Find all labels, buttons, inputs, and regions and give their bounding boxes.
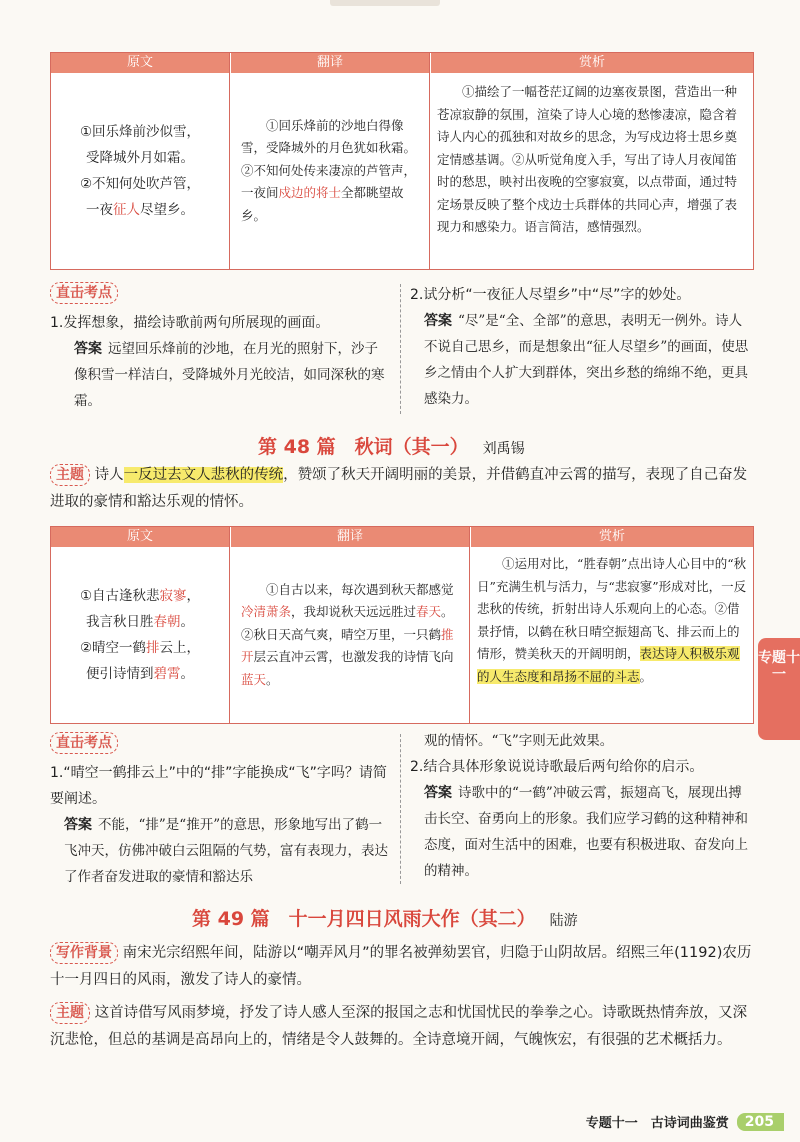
section1-a2 [410,308,752,412]
answer-label: 答案 [424,313,452,329]
poem49-background-tag: 写作背景 [50,942,118,964]
poem48-theme-pre: 诗人 [94,467,124,483]
table2-col-translation [231,527,470,723]
page-number: 205 [737,1113,784,1131]
poem49-background [50,940,755,994]
t2-d: 层云直冲云霄，也激发我的诗情飞向 [253,649,454,665]
poem49-theme-tag: 主题 [50,1002,90,1024]
app2-highlight: 表达诗人积极乐观的人生态度和昂扬不屈的斗志 [477,646,740,684]
table1-translation-text [241,115,419,228]
poem49-title [192,904,578,931]
poem49-theme [50,1000,755,1054]
orig2-l2-post: 。 [180,614,194,630]
table-poem47 [50,52,754,270]
app2-a: ①运用对比，“胜春朝”点出诗人心目中的“秋日”充满生机与活力，与“悲寂寥”形成对比，一反悲秋的传统，折射出诗人乐观向上的心态。②借景抒情，以鹤在秋日晴空振翅高飞、排云而上的情形，赞美秋天的开阔明朗， [477,556,747,661]
orig2-l1-keyword: 寂寥 [159,588,187,604]
orig2-l2-pre: 我言秋日胜 [86,614,154,630]
app2-b: 。 [639,668,653,684]
section2-q2: 2.结合具体形象说说诗歌最后两句给你的启示。 [410,759,704,775]
answer-label: 答案 [424,785,452,801]
table1-original-cell [57,77,223,265]
poem49-theme-text: 这首诗借写风雨梦境，抒发了诗人感人至深的报国之志和忧国忧民的拳拳之心。诗歌既热情奔放，又深沉悲怆，但总的基调是高昂向上的，情绪是令人鼓舞的。全诗意境开阔，气魄恢宏，有很强的艺术概括力。 [50,1005,748,1048]
section2-divider [400,734,401,884]
orig2-line-4 [57,661,223,687]
poem48-author: 刘禹锡 [482,441,525,457]
section1-q1: 1.发挥想象，描绘诗歌前两句所展现的画面。 [50,315,330,331]
section2-a2 [410,780,752,884]
poem48-title [258,432,525,459]
section2-a1-continued: 观的情怀。“飞”字则无此效果。 [424,733,614,749]
orig2-l1-pre: ①自古逢秋悲 [79,588,160,604]
orig2-l3-post: 云上， [159,640,201,656]
trans-part-a: ①回乐烽前的沙地白得像雪，受降城外的月色犹如秋霜。②不知何处传来凄凉的芦管声，一夜间 [241,117,417,201]
poem48-theme-highlight: 一反过去文人悲秋的传统 [123,467,284,483]
table2-col-appreciation [471,527,753,723]
section2-tag: 直击考点 [50,732,118,754]
poem49-author: 陆游 [549,913,578,929]
table1-col-translation [231,53,430,269]
table1-header-translation: 翻译 [231,53,429,73]
section1-a1 [50,336,390,414]
table2-original-cell [57,551,223,719]
answer-label: 答案 [64,817,92,833]
table1-header-original: 原文 [51,53,229,73]
t2-e: 。 [266,671,279,687]
footer-chapter: 专题十一 古诗词曲鉴赏 [585,1116,729,1131]
answer-label: 答案 [74,341,102,357]
section1-left [50,282,390,414]
section1-divider [400,284,401,414]
section1-tag: 直击考点 [50,282,118,304]
section2-a1-text: 不能，“排”是“推开”的意思，形象地写出了鹤一飞冲天，仿佛冲破白云阻隔的气势，富有表现力，表达了作者奋发进取的豪情和豁达乐 [64,817,388,885]
table2-header-original: 原文 [51,527,229,547]
section1-a1-text: 远望回乐烽前的沙地，在月光的照射下，沙子像积雪一样洁白，受降城外月光皎洁，如同深秋的寒霜。 [74,341,385,409]
section1-a2-text: “尽”是“全、全部”的意思，表明无一例外。诗人不说自己思乡，而是想象出“征人尽望乡”的画面，使思乡之情由个人扩大到群体，突出乡愁的绵绵不绝，更具感染力。 [424,313,749,407]
poem48-theme-tag: 主题 [50,464,90,486]
orig-line-4 [57,197,223,223]
section2-left [50,732,390,890]
top-strip [0,0,800,40]
orig2-l1-post: ， [186,588,201,604]
trans-part-b: 全都眺望故乡。 [241,185,404,223]
table-poem48 [50,526,754,724]
table1-translation-cell [241,77,419,265]
orig2-l4-keyword: 碧霄 [153,666,181,682]
orig-line-4-post: 尽望乡。 [140,202,194,218]
orig2-l4-post: 。 [180,666,194,682]
table2-appreciation-cell [477,553,747,719]
poem48-theme-post: ，赞颂了秋天开阔明丽的美景，并借鹤直冲云霄的描写，表现了自己奋发进取的豪情和豁达乐观的情怀。 [50,467,748,510]
section1-q2: 2.试分析“一夜征人尽望乡”中“尽”字的妙处。 [410,287,691,303]
table1-col-original [51,53,230,269]
footer [586,1112,784,1131]
section2-a2-text: 诗歌中的“一鹤”冲破云霄，振翅高飞，展现出搏击长空、奋勇向上的形象。我们应学习鹤的这种精神和态度，面对生活中的困难，也要有积极进取、奋发向上的精神。 [424,785,748,879]
trans-keyword: 戍边的将士 [278,185,342,201]
cropped-header-remnant [330,0,440,6]
poem49-background-text: 南宋光宗绍熙年间，陆游以“嘲弄风月”的罪名被弹劾罢官，归隐于山阴故居。绍熙三年(1192)农历十一月四日的风雨，激发了诗人的豪情。 [50,945,752,988]
chapter-side-tab: 专题十一 [758,638,800,740]
table2-translation-cell [241,551,459,719]
orig2-l4-pre: 便引诗情到 [86,666,154,682]
t2-r3: 推开 [241,626,454,665]
table1-header-appreciation: 赏析 [431,53,753,73]
section2-a1 [50,812,390,890]
orig2-l2-keyword: 春朝 [153,614,181,630]
t2-b: ，我却说秋天远远胜过 [291,604,417,620]
table2-col-original [51,527,230,723]
table2-appreciation-text [477,553,747,688]
poem48-theme [50,462,755,516]
table1-appreciation-text: ①描绘了一幅苍茫辽阔的边塞夜景图，营造出一种苍凉寂静的氛围，渲染了诗人心境的愁惨凄凉，隐含着诗人内心的孤独和对故乡的思念，为写戍边将士思乡奠定情感基调。②从听觉角度入手，写出了诗人月夜闻笛时的愁思，映衬出夜晚的空寥寂寞，以点带面，通过特定场景反映了整个戍边士兵群体的共同心声，增强了表现力和感染力。语言简洁，感情强烈。 [437,84,738,234]
orig2-l3-pre: ②晴空一鹤 [79,640,147,656]
t2-c: 。②秋日天高气爽，晴空万里，一只鹤 [241,604,454,642]
table2-translation-text [241,579,459,692]
table2-header-appreciation: 赏析 [471,527,753,547]
orig-line-3: ②不知何处吹芦管， [79,176,201,192]
orig2-line-1 [57,583,223,609]
orig-line-1: ①回乐烽前沙似雪， [79,124,201,140]
table1-col-appreciation [431,53,753,269]
orig-keyword: 征人 [113,202,140,218]
table1-original-text [57,119,223,223]
section1-right [410,282,752,412]
poem49-title-text: 第 49 篇 十一月四日风雨大作（其二） [192,908,536,930]
t2-r1: 冷清萧条 [241,604,292,620]
orig2-line-3 [57,635,223,661]
t2-a: ①自古以来，每次遇到秋天都感觉 [266,581,454,597]
orig-line-2: 受降城外月如霜。 [86,150,194,166]
table1-appreciation-cell [437,81,747,265]
orig2-l3-keyword: 排 [146,640,160,656]
poem48-title-text: 第 48 篇 秋词（其一） [258,436,469,458]
section2-q1: 1.“晴空一鹤排云上”中的“排”字能换成“飞”字吗？请简要阐述。 [50,765,387,807]
orig-line-4-pre: 一夜 [86,202,113,218]
table2-header-translation: 翻译 [231,527,469,547]
orig2-line-2 [57,609,223,635]
table2-original-text [57,583,223,687]
t2-r2: 春天 [416,604,442,620]
t2-r4: 蓝天 [241,671,267,687]
section2-right [410,728,752,884]
